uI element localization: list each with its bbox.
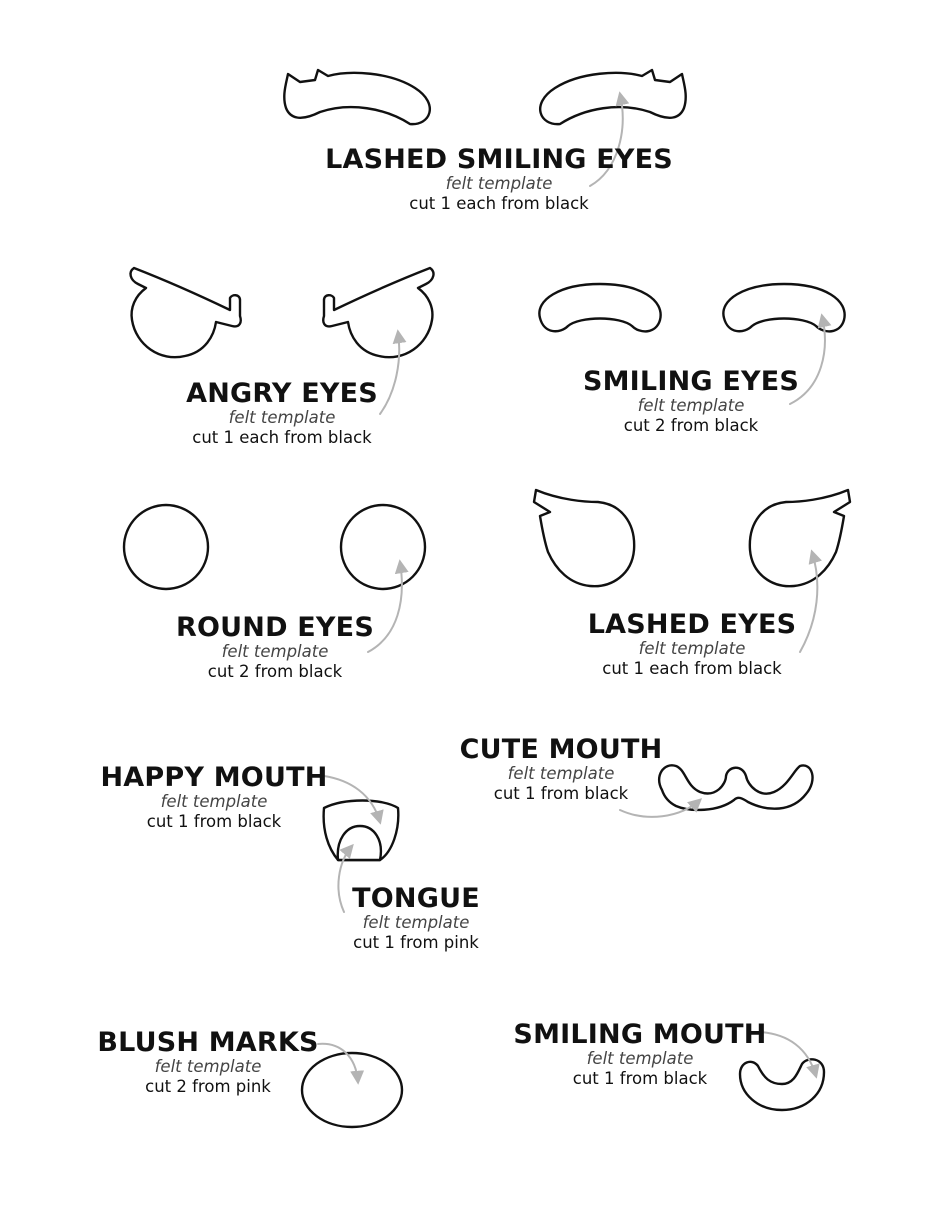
round-eye-right [341, 505, 425, 589]
lashed-eye-left [534, 490, 634, 586]
smiling-eye-right [723, 284, 844, 331]
template-instruction: cut 1 each from black [192, 427, 372, 447]
template-instruction: cut 1 each from black [409, 193, 589, 213]
label-round-eyes [176, 614, 374, 680]
template-title: SMILING EYES [582, 366, 800, 397]
template-subtitle: felt template [362, 913, 470, 932]
template-instruction: cut 1 each from black [602, 658, 782, 678]
template-title: TONGUE [352, 883, 480, 914]
round-eye-left [124, 505, 208, 589]
template-subtitle: felt template [637, 396, 745, 415]
template-title: ROUND EYES [176, 612, 374, 643]
lashed-eye-right [750, 490, 850, 586]
template-subtitle: felt template [154, 1057, 262, 1076]
template-title: CUTE MOUTH [459, 734, 663, 765]
template-instruction: cut 2 from pink [145, 1076, 271, 1096]
angry-eye-right [323, 268, 433, 357]
lashed-smiling-eye-left [284, 70, 430, 124]
cute-mouth [659, 765, 812, 810]
template-instruction: cut 2 from black [207, 661, 343, 681]
label-happy-mouth [101, 764, 328, 830]
label-lashed-eyes [588, 611, 796, 677]
template-title: LASHED SMILING EYES [325, 144, 673, 175]
lashed-smiling-eye-right [540, 70, 686, 124]
template-instruction: cut 1 from black [493, 783, 629, 803]
template-subtitle: felt template [638, 639, 746, 658]
template-title: ANGRY EYES [186, 378, 378, 409]
template-subtitle: felt template [445, 174, 553, 193]
template-subtitle: felt template [507, 764, 615, 783]
template-instruction: cut 2 from black [623, 415, 759, 435]
template-title: SMILING MOUTH [513, 1019, 767, 1050]
template-subtitle: felt template [160, 792, 268, 811]
angry-eye-left [131, 268, 241, 357]
label-angry-eyes [186, 380, 378, 446]
label-tongue [352, 885, 480, 951]
template-title: BLUSH MARKS [97, 1027, 319, 1058]
template-title: HAPPY MOUTH [100, 762, 328, 793]
template-instruction: cut 1 from pink [353, 932, 479, 952]
label-smiling-eyes [583, 368, 799, 434]
template-subtitle: felt template [586, 1049, 694, 1068]
label-blush-marks [97, 1029, 318, 1095]
label-cute-mouth [460, 736, 663, 802]
template-instruction: cut 1 from black [572, 1068, 708, 1088]
template-title: LASHED EYES [587, 609, 797, 640]
template-subtitle: felt template [228, 408, 336, 427]
label-smiling-mouth [513, 1021, 766, 1087]
template-subtitle: felt template [221, 642, 329, 661]
smiling-eye-left [539, 284, 660, 331]
label-lashed-smiling-eyes [325, 146, 673, 212]
template-instruction: cut 1 from black [146, 811, 282, 831]
